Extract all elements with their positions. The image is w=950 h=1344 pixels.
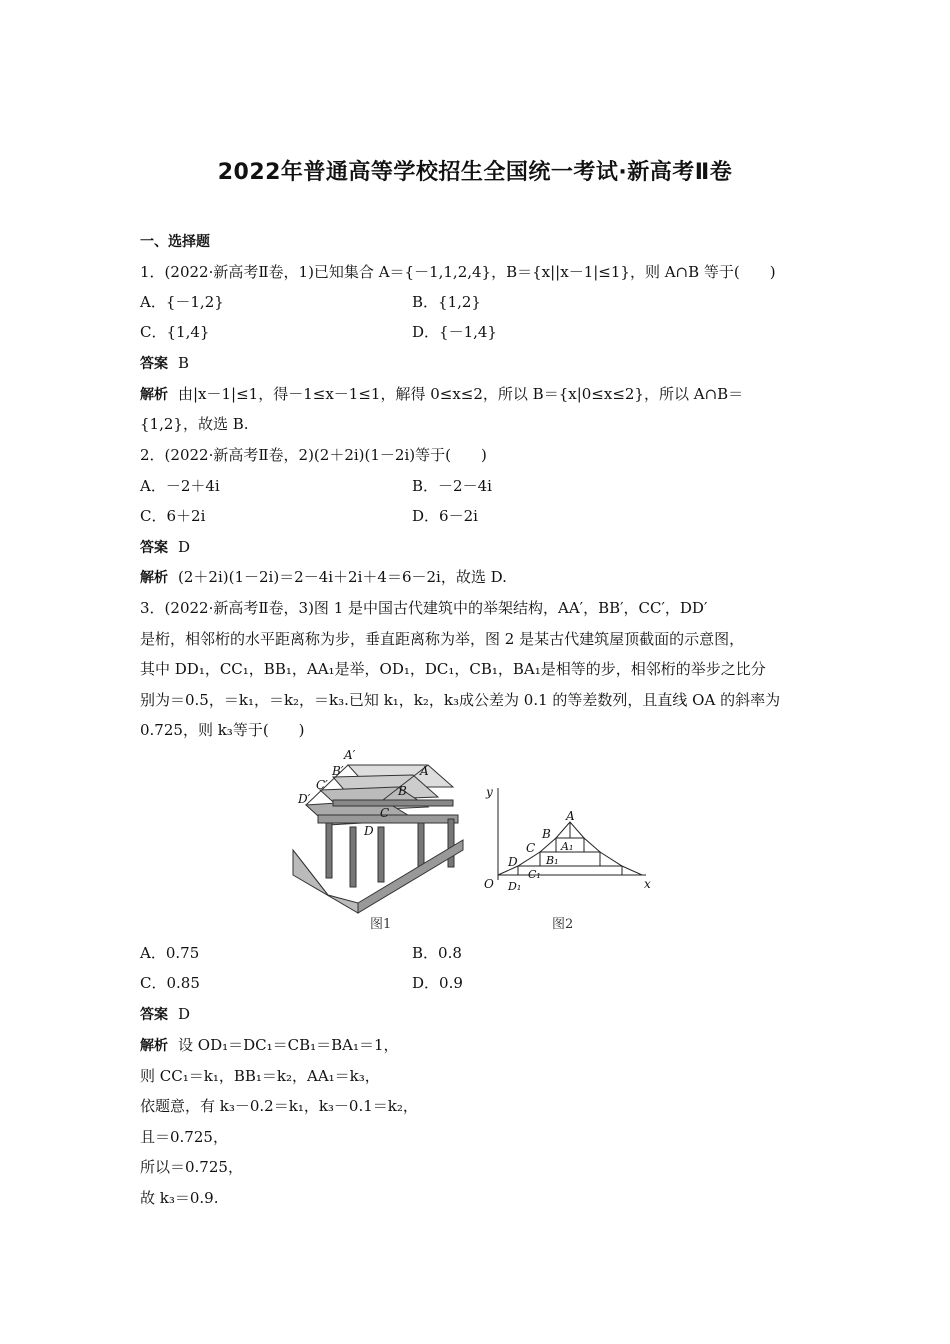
answer-value: B xyxy=(178,354,190,372)
q2-answer xyxy=(140,537,190,558)
q3-analysis-line4: 且＝0.725， xyxy=(140,1128,228,1146)
fig1-label-c-prime: C′ xyxy=(316,778,328,792)
analysis-label: 解析 xyxy=(140,570,168,586)
page-title: 2022年普通高等学校招生全国统一考试·新高考Ⅱ卷 xyxy=(217,160,733,185)
q3-answer xyxy=(140,1004,190,1025)
q3-stem-line4: 别为＝0.5，＝k₁，＝k₂，＝k₃.已知 k₁，k₂，k₃成公差为 0.1 的等差数列，且直线 OA 的斜率为 xyxy=(140,691,781,709)
answer-value: D xyxy=(178,538,191,556)
q1-analysis-line1 xyxy=(140,384,810,405)
figure-2-cross-section xyxy=(478,780,658,895)
q3-option-b: B．0.8 xyxy=(412,944,462,962)
fig2-label-b1: B₁ xyxy=(546,854,559,867)
fig2-label-c: C xyxy=(526,841,536,855)
q1-option-b: B．{1,2} xyxy=(412,293,481,311)
answer-label: 答案 xyxy=(140,1007,168,1023)
q3-stem-line3: 其中 DD₁，CC₁，BB₁，AA₁是举，OD₁，DC₁，CB₁，BA₁是相等的步，相邻桁的举步之比分 xyxy=(140,660,766,678)
q1-answer xyxy=(140,353,189,374)
answer-value: D xyxy=(178,1005,191,1023)
fig2-label-b: B xyxy=(542,827,551,841)
answer-label: 答案 xyxy=(140,540,168,556)
q2-stem: 2．(2022·新高考Ⅱ卷，2)(2＋2i)(1－2i)等于( ) xyxy=(140,446,487,464)
q3-stem-line5: 0.725，则 k₃等于( ) xyxy=(140,721,305,739)
answer-label: 答案 xyxy=(140,356,168,372)
section-heading: 一、选择题 xyxy=(140,234,210,250)
q3-analysis-line5: 所以＝0.725， xyxy=(140,1158,243,1176)
fig1-label-b-prime: B′ xyxy=(332,764,344,778)
q2-analysis xyxy=(140,567,507,588)
fig2-label-a: A xyxy=(566,809,575,823)
q2-option-c: C．6＋2i xyxy=(140,507,206,525)
fig2-label-a1: A₁ xyxy=(561,840,574,853)
figure-1-caption: 图1 xyxy=(370,917,392,932)
fig2-label-d1: D₁ xyxy=(508,880,522,893)
fig1-label-a-prime: A′ xyxy=(344,748,356,762)
q3-option-a: A．0.75 xyxy=(140,944,200,962)
q3-analysis-line6: 故 k₃＝0.9. xyxy=(140,1189,219,1207)
q2-option-b: B．－2－4i xyxy=(412,477,492,495)
q3-option-d: D．0.9 xyxy=(412,974,463,992)
q3-stem-line1: 3．(2022·新高考Ⅱ卷，3)图 1 是中国古代建筑中的举架结构，AA′，BB′，CC′，DD′ xyxy=(140,599,708,617)
fig2-label-y: y xyxy=(486,785,493,799)
q2-option-d: D．6－2i xyxy=(412,507,478,525)
fig1-label-c: C xyxy=(380,806,390,820)
q3-analysis-line3: 依题意，有 k₃－0.2＝k₁，k₃－0.1＝k₂， xyxy=(140,1097,418,1115)
figure-2-caption: 图2 xyxy=(552,917,574,932)
fig1-label-d-prime: D′ xyxy=(298,792,311,806)
analysis-label: 解析 xyxy=(140,1038,168,1054)
fig1-label-b: B xyxy=(398,784,407,798)
q1-option-a: A．{－1,2} xyxy=(140,293,224,311)
analysis-text: 由|x－1|≤1，得－1≤x－1≤1，解得 0≤x≤2，所以 B＝{x|0≤x≤2}，所以 A∩B＝ xyxy=(178,385,744,403)
analysis-label: 解析 xyxy=(140,387,168,403)
analysis-text: 设 OD₁＝DC₁＝CB₁＝BA₁＝1， xyxy=(178,1036,399,1054)
q1-stem: 1．(2022·新高考Ⅱ卷，1)已知集合 A＝{－1,1,2,4}，B＝{x||x－1|≤1}，则 A∩B 等于( ) xyxy=(140,263,776,281)
q1-option-d: D．{－1,4} xyxy=(412,323,497,341)
fig1-label-d: D xyxy=(364,824,374,838)
fig2-label-o: O xyxy=(484,877,494,891)
q3-analysis-line2: 则 CC₁＝k₁，BB₁＝k₂，AA₁＝k₃， xyxy=(140,1067,380,1085)
q3-stem-line2: 是桁，相邻桁的水平距离称为步，垂直距离称为举，图 2 是某古代建筑屋顶截面的示意图， xyxy=(140,630,745,648)
fig2-label-x: x xyxy=(644,877,651,891)
fig1-label-a: A xyxy=(420,764,429,778)
q2-option-a: A．－2＋4i xyxy=(140,477,220,495)
fig2-label-d: D xyxy=(508,855,518,869)
figure-1-building xyxy=(288,745,468,915)
q1-option-c: C．{1,4} xyxy=(140,323,210,341)
q1-analysis-line2: {1,2}，故选 B. xyxy=(140,415,249,433)
q3-analysis-line1 xyxy=(140,1035,399,1056)
fig2-label-c1: C₁ xyxy=(528,868,541,881)
q3-option-c: C．0.85 xyxy=(140,974,200,992)
analysis-text: (2＋2i)(1－2i)＝2－4i＋2i＋4＝6－2i，故选 D. xyxy=(178,568,507,586)
